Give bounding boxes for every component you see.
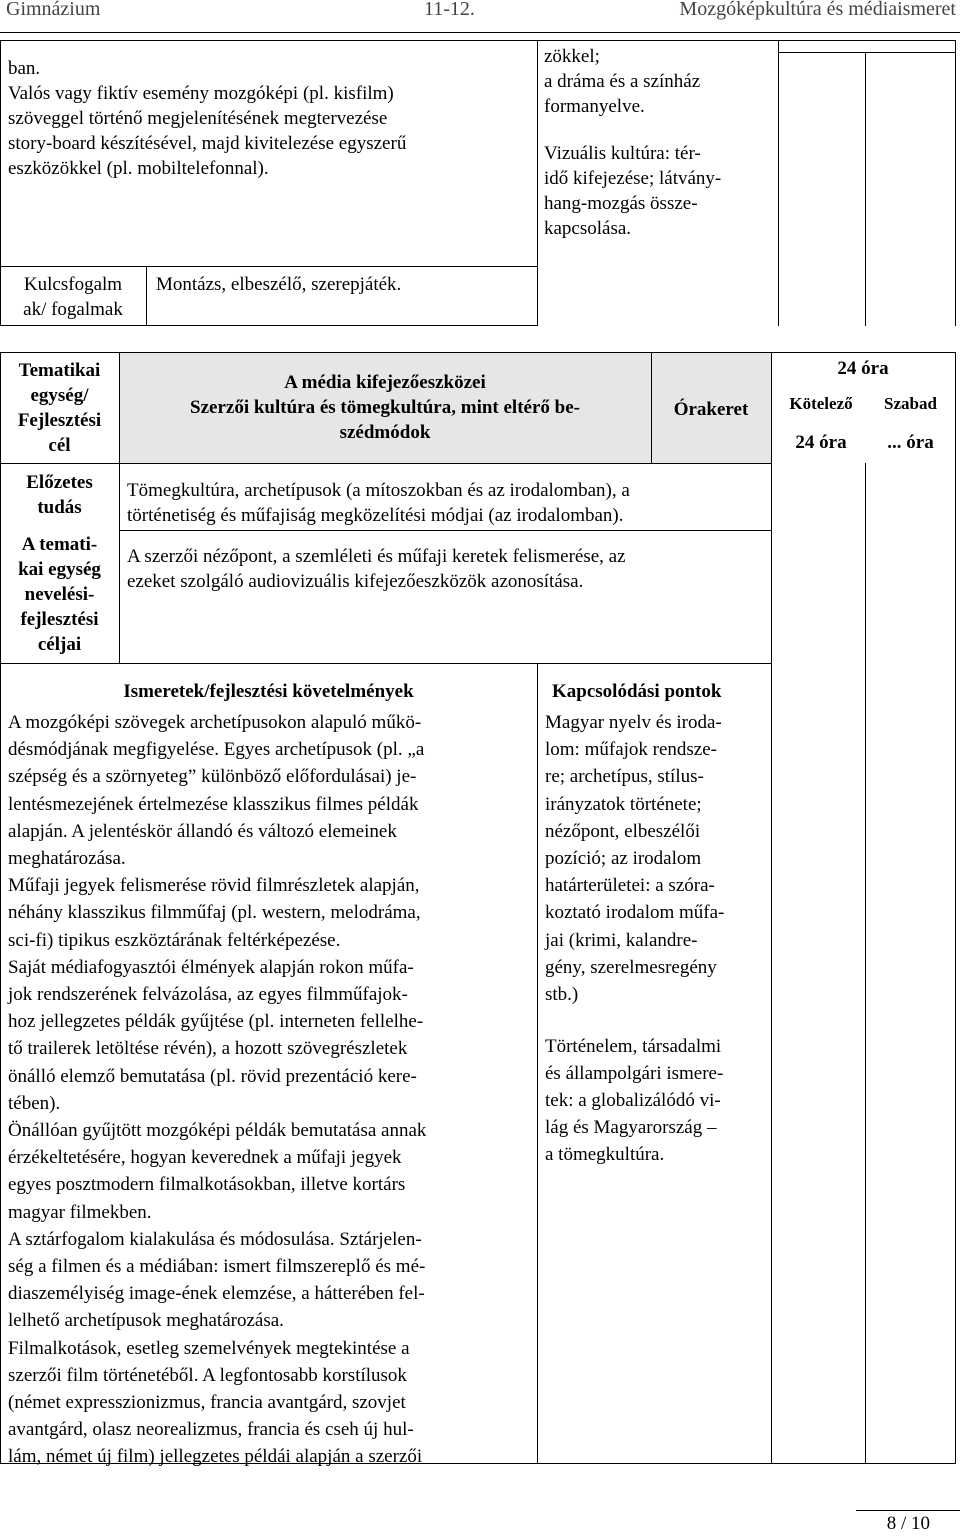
page-header — [0, 0, 960, 33]
footer-rule — [856, 1510, 960, 1511]
hours-total: 24 óra — [837, 358, 889, 379]
prev-connections-text: zökkel; a dráma és a színház formanyelve. Vizuális kultúra: tér- idő kifejezése; látvány- hang-mozgás össze- kapcsolása. — [544, 46, 722, 239]
header-subject: Mozgóképkultúra és médiaismeret — [679, 0, 956, 20]
mandatory-label: Kötelező — [789, 394, 853, 413]
requirements-heading: Ismeretek/fejlesztési követelmények — [123, 681, 414, 702]
goals-label: A temati- kai egység nevelési- fejlesztési céljai — [18, 534, 101, 655]
free-hours: ... óra — [887, 432, 934, 453]
header-school: Gimnázium — [6, 0, 101, 20]
hours-label: Órakeret — [673, 399, 749, 420]
prior-knowledge-text: Tömegkultúra, archetípusok (a mítoszokban és az irodalomban), a történetiség és műfajiság megközelítési módjai (az irodalomban). — [127, 480, 630, 526]
free-label: Szabad — [884, 394, 937, 413]
mandatory-hours: 24 óra — [795, 432, 847, 453]
key-concepts-label: Kulcsfogalm ak/ fogalmak — [23, 274, 123, 320]
prev-activity-text: ban. Valós vagy fiktív esemény mozgóképi (pl. kisfilm) szöveggel történő megjelenítésének megtervezése story-board készítésével, majd kivitelezése egyszerű eszközökkel (pl. mobiltelefonnal). — [8, 58, 407, 179]
connections-heading: Kapcsolódási pontok — [552, 681, 722, 702]
prior-knowledge-label: Előzetes tudás — [26, 472, 93, 518]
goals-text: A szerzői nézőpont, a szemléleti és műfaji keretek felismerése, az ezeket szolgáló audiovizuális kifejezőeszközök azonosítása. — [127, 546, 626, 592]
unit-title: A média kifejezőeszközei Szerzői kultúra és tömegkultúra, mint eltérő be- szédmódok — [190, 372, 580, 443]
header-grade: 11-12. — [424, 0, 475, 20]
key-concepts-value: Montázs, elbeszélő, szerepjáték. — [156, 274, 402, 295]
page-number: 8 / 10 — [886, 1513, 930, 1534]
connections-text: Magyar nyelv és iroda- lom: műfajok rendsze- re; archetípus, stílus- irányzatok története; nézőpont, elbeszélői pozíció; az irodalom határterületei: a szóra- koztató irodalom műfa- jai (krimi, kalandre- gény, szerelmesregény stb.) Történelem, társadalmi és állampolgári ismere- tek: a globalizálódó vi- lág és Magyarország – a tömegkultúra. — [545, 712, 725, 1166]
requirements-text: A mozgóképi szövegek archetípusokon alapuló műkö- désmódjának megfigyelése. Egyes archetípusok (pl. „a szépség és a szörnyeteg” különböző előfordulásai) je- lentésmezejének értelmezése klasszikus filmes példák alapján. A jelentéskör állandó és változó elemeinek meghatározása. Műfaji jegyek felismerése rövid filmrészletek alapján, néhány klasszikus filmműfaj (pl. western, melodráma, sci-fi) tipikus eszköztárának feltérképezése. Saját médiafogyasztói élmények alapján rokon műfa- jok rendszerének felvázolása, az egyes filmműfajok- hoz jellegzetes példák gyűjtése (pl. interneten fellelhe- tő trailerek letöltése révén), a hozott szövegrészletek önálló elemző bemutatása (pl. rövid prezentáció kere- tében). Önállóan gyűjtött mozgóképi példák bemutatása annak érzékeltetésére, hogyan keverednek a műfaji jegyek egyes posztmodern filmalkotásokban, illetve kortárs magyar filmekben. A sztárfogalom kialakulása és módosulása. Sztárjelen- ség a filmen és a médiában: ismert filmszereplő és mé- diaszemélyiség image-ének elemzése, a hátterében fel- lelhető archetípusok meghatározása. Filmalkotások, esetleg szemelvények megtekintése a szerzői film történetéből. A legfontosabb korstílusok (német expresszionizmus, francia avantgárd, szovjet avantgárd, olasz neorealizmus, francia és cseh új hul- lám, német új film) jellegzetes példái alapján a szerzői — [8, 712, 427, 1468]
unit-label: Tematikai egység/ Fejlesztési cél — [17, 360, 102, 456]
